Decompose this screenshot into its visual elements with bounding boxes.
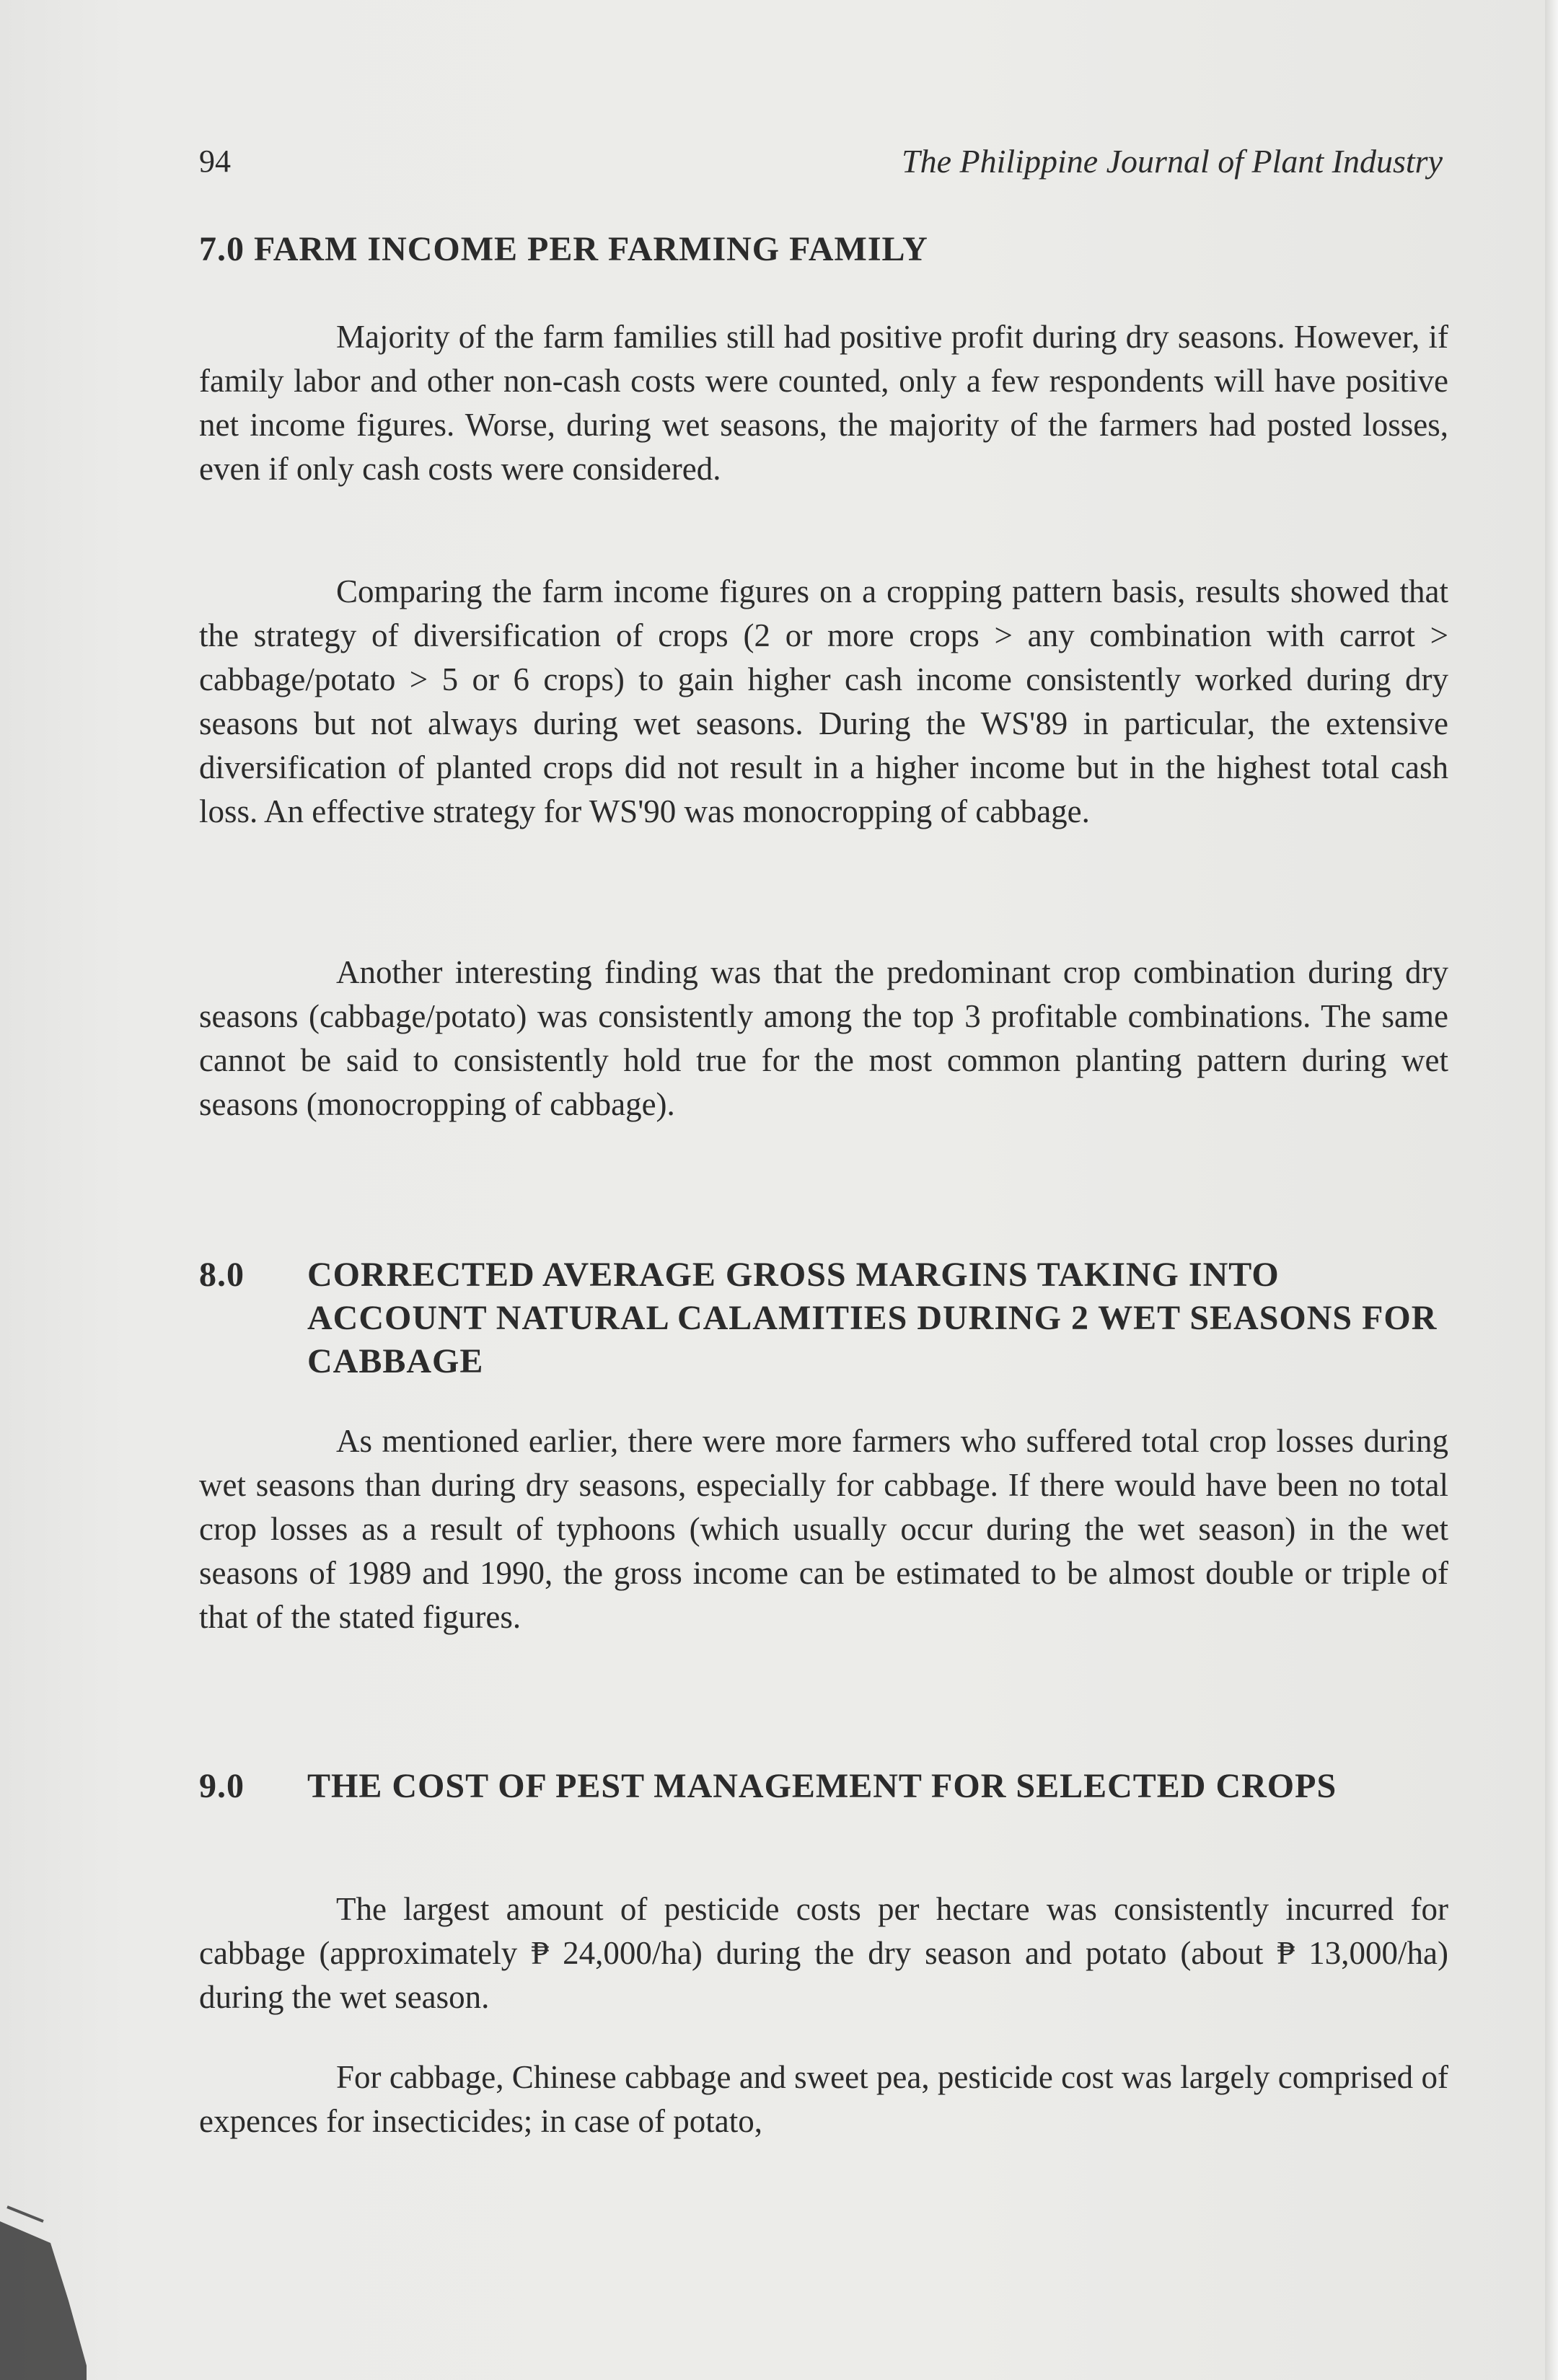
section-9-title: THE COST OF PEST MANAGEMENT FOR SELECTED CROPS [307,1767,1337,1805]
section-7-paragraph-1: Majority of the farm families still had positive profit during dry seasons. However, if family labor and other non-cash costs were counted, only a few respondents will have positive net income figures. Worse, during wet seasons, the majority of the farmers had posted losses, even if only cash costs were considered. [199,319,1448,487]
section-8-heading [199,1253,1443,1383]
journal-title: The Philippine Journal of Plant Industry [902,143,1443,180]
section-9-paragraph-2: For cabbage, Chinese cabbage and sweet pea, pesticide cost was largely comprised of expences for insecticides; in case of potato, [199,2059,1448,2139]
section-8-paragraph-1: As mentioned earlier, there were more farmers who suffered total crop losses during wet seasons than during dry seasons, especially for cabbage. If there would have been no total crop losses as a result of typhoons (which usually occur during the wet season) in the wet seasons of 1989 and 1990, the gross income can be estimated to be almost double or triple of that of the stated figures. [199,1423,1448,1635]
page-corner-fold-mark [0,2192,87,2380]
section-8-number: 8.0 [199,1256,245,1294]
section-7-paragraph-2: Comparing the farm income figures on a cropping pattern basis, results showed that the strategy of diversification of crops (2 or more crops > any combination with carrot > cabbage/potato > 5 or 6 crops) to gain higher cash income consistently worked during dry seasons but not always during wet seasons. During the WS'89 in particular, the extensive diversification of planted crops did not result in a higher income but in the highest total cash loss. An effective strategy for WS'90 was monocropping of cabbage. [199,573,1448,829]
running-header [199,141,1443,185]
section-8-title: CORRECTED AVERAGE GROSS MARGINS TAKING INTO ACCOUNT NATURAL CALAMITIES DURING 2 WET SEASONS FOR CABBAGE [307,1256,1438,1380]
section-7-paragraph-3: Another interesting finding was that the predominant crop combination during dry seasons (cabbage/potato) was consistently among the top 3 profitable combinations. The same cannot be said to consistently hold true for the most common planting pattern during wet seasons (monocropping of cabbage). [199,954,1448,1122]
page-edge-shadow [1545,0,1558,2380]
section-9-heading [199,1765,1443,1851]
page-number: 94 [199,144,231,179]
section-9-number: 9.0 [199,1767,245,1805]
section-7-heading: 7.0 FARM INCOME PER FARMING FAMILY [199,230,928,268]
section-9-paragraph-1: The largest amount of pesticide costs per hectare was consistently incurred for cabbage (approximately ₱ 24,000/ha) during the dry season and potato (about ₱ 13,000/ha) during the wet season. [199,1891,1448,2015]
